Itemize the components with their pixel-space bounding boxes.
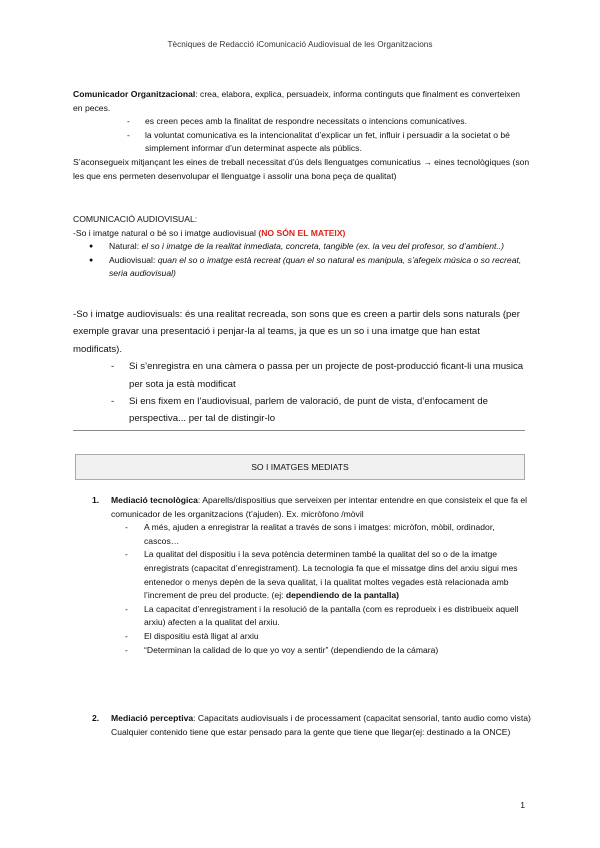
- intro-definition: [73, 88, 531, 115]
- list-item: - Si s’enregistra en una càmera o passa per un projecte de post-producció ficant-li una musica per sota ja està modificat: [111, 361, 524, 390]
- audiovisual-paragraph: -So i imatge audiovisuals: és una realitat recreada, son sons que es creen a partir dels sons naturals (per exemple gravar una presentació i penjar-la al teams, ja que es un so i una imatge que han estat modificats).: [73, 309, 520, 355]
- list-item: - La capacitat d’enregistrament i la resolució de la pantalla (com es reprodueix i es distribueix aquell arxiu) afecten a la qualitat del arxiu.: [125, 603, 519, 628]
- mediation-1-dash-list: [92, 521, 532, 657]
- mediation-item-1: [92, 494, 532, 657]
- list-item: - la voluntat comunicativa es la intencionalitat d’explicar un fet, influir i persuadir a la societat o bé simplement informar d’un determinat aspecte als públics.: [127, 129, 510, 154]
- intro-term: Comunicador Organitzacional: [73, 89, 196, 99]
- intro-section: [73, 88, 531, 183]
- list-item: - A més, ajuden a enregistrar la realitat a través de sons i imatges: micròfon, mòbil, ordinador, cascos…: [125, 522, 495, 546]
- list-item: - Si ens fixem en l’audiovisual, parlem de valoració, de punt de vista, d’enfocament de perspectiva... per tal de distingir-lo: [111, 396, 488, 425]
- horizontal-divider: [73, 430, 525, 431]
- list-item: ● Audiovisual: quan el so o imatge està recreat (quan el so natural es manipula, s’afegeix música o so recreat, seria audiovisual): [89, 254, 522, 279]
- list-item: - La qualitat del dispositiu i la seva potència determinen també la qualitat del so o de la imatge enregistrats (capacitat d’enregistrament). La tecnologia fa que el missatge dins del arxiu sigui mes entenedor o menys depèn de la seva qualitat, i la qualitat moltes vegades està relacionada amb l’increment de preu del producte. (ej: dependiendo de la pantalla): [125, 549, 518, 601]
- warning-note: (NO SÓN EL MATEIX): [258, 227, 346, 238]
- audiovisual-section: [73, 213, 531, 281]
- section-title-box: SO I IMATGES MEDIATS: [75, 454, 525, 480]
- audiovisual-dash-list: [73, 358, 531, 428]
- page-number: 1: [520, 800, 525, 810]
- audiovisual-recreated-section: [73, 306, 531, 428]
- bullet-icon: ●: [89, 243, 94, 251]
- list-item: - El dispositiu està lligat al arxiu: [125, 630, 259, 641]
- intro-definition-text: : crea, elabora, explica, persuadeix, informa continguts que finalment es converteixen en peces.: [73, 89, 521, 113]
- list-item: ● Natural: el so i imatge de la realitat inmediata, concreta, tangible (ex. la veu del profesor, so d’ambient..): [73, 240, 531, 254]
- bullet-icon: ●: [89, 256, 94, 264]
- intro-dash-list: [73, 115, 531, 156]
- mediation-item-2: [92, 712, 532, 739]
- audiovisual-subheading: -So i imatge natural o bé so i imatge audiovisual (NO SÓN EL MATEIX): [73, 227, 346, 238]
- list-item: - “Determinan la calidad de lo que yo voy a sentir” (dependiendo de la cámara): [125, 644, 439, 655]
- audiovisual-bullet-list: [73, 240, 531, 281]
- intro-paragraph: S’aconsegueix mitjançant les eines de treball necessitat d’ús dels llenguatges comunicatius → eines tecnològiques (son les que ens permeten desenvolupar el llenguatge i assolir una bona peça de qualitat): [73, 156, 530, 181]
- audiovisual-heading: COMUNICACIÓ AUDIOVISUAL:: [73, 214, 198, 224]
- list-item: - es creen peces amb la finalitat de respondre necessitats o intencions comunicatives.: [127, 116, 467, 127]
- numbered-item: 1. Mediació tecnològica: Aparells/dispositius que serveixen per intentar entendre en que consisteix el que fa el comunicador de les organitzacions (t’ajuden). Ex. micròfono /mòvil: [92, 495, 528, 519]
- running-header: Tècniques de Redacció iComunicació Audiovisual de les Organitzacions: [167, 40, 433, 49]
- numbered-item: 2. Mediació perceptiva: Capacitats audiovisuals i de processament (capacitat sensorial, tanto audio como vista) Cualquier contenido tiene que estar pensado para la gente que tiene que llegar(ej: destinado a la ONCE): [92, 713, 531, 737]
